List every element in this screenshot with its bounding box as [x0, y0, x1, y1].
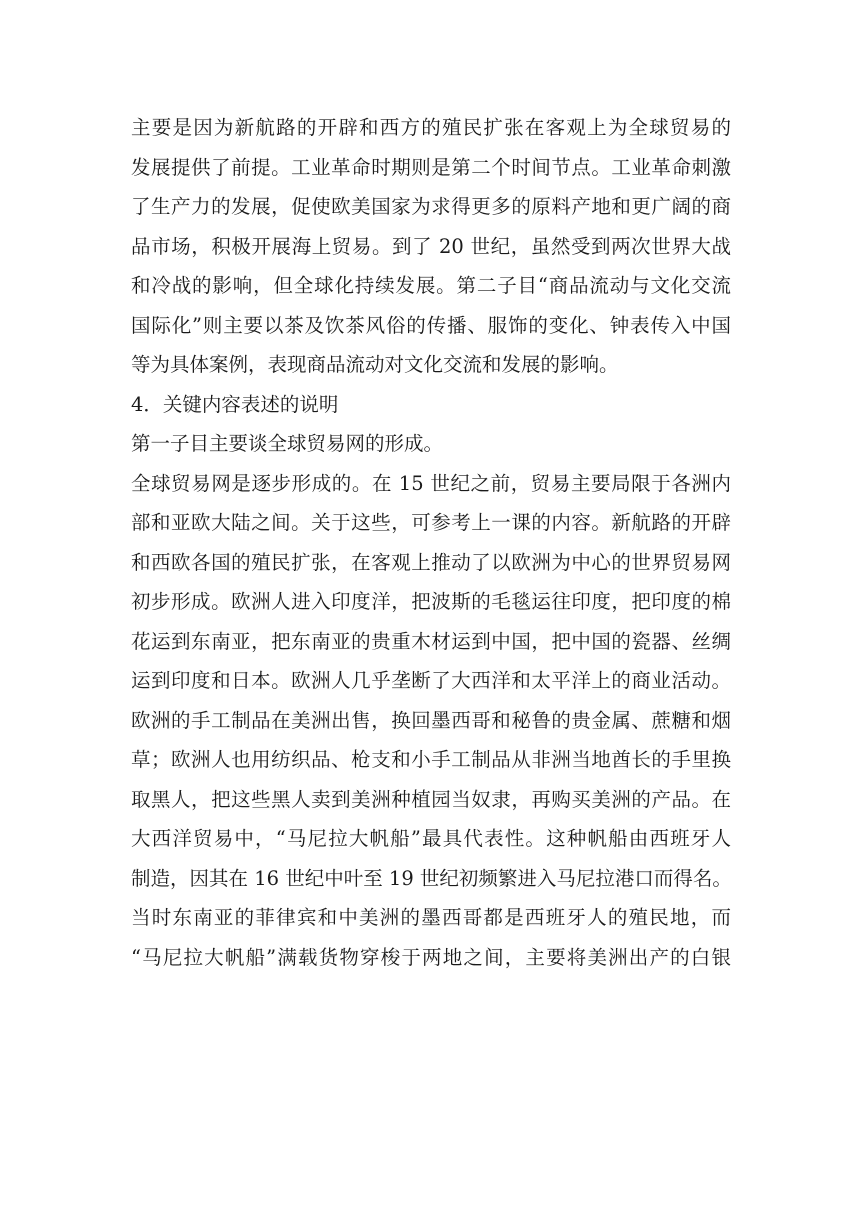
text-line: 花运到东南亚，把东南亚的贵重木材运到中国，把中国的瓷器、丝绸	[131, 629, 731, 653]
text-line: 运到印度和日本。欧洲人几乎垄断了大西洋和太平洋上的商业活动。	[131, 669, 731, 692]
text-line: 取黑人，把这些黑人卖到美洲种植园当奴隶，再购买美洲的产品。在	[131, 787, 731, 811]
text-line: 等为具体案例，表现商品流动对文化交流和发展的影响。	[131, 353, 619, 376]
text-line: 全球贸易网是逐步形成的。在 15 世纪之前，贸易主要局限于各洲内	[131, 471, 731, 495]
body-text	[131, 108, 731, 977]
text-line: 当时东南亚的菲律宾和中美洲的墨西哥都是西班牙人的殖民地，而	[131, 906, 731, 929]
text-line: 主要是因为新航路的开辟和西方的殖民扩张在客观上为全球贸易的	[131, 116, 731, 139]
text-line: 制造，因其在 16 世纪中叶至 19 世纪初频繁进入马尼拉港口而得名。	[131, 866, 732, 890]
text-line: “马尼拉大帆船”满载货物穿梭于两地之间，主要将美洲出产的白银	[131, 945, 731, 969]
text-line: 和西欧各国的殖民扩张，在客观上推动了以欧洲为中心的世界贸易网	[131, 550, 731, 574]
text-line: 初步形成。欧洲人进入印度洋，把波斯的毛毯运往印度，把印度的棉	[131, 590, 731, 613]
text-line: 发展提供了前提。工业革命时期则是第二个时间节点。工业革命刺激	[131, 155, 731, 179]
text-line: 国际化”则主要以茶及饮茶风俗的传播、服饰的变化、钟表传入中国	[131, 313, 731, 337]
text-line: 了生产力的发展，促使欧美国家为求得更多的原料产地和更广阔的商	[131, 195, 731, 218]
text-line: 草；欧洲人也用纺织品、枪支和小手工制品从非洲当地酋长的手里换	[131, 748, 731, 771]
text-line: 第一子目主要谈全球贸易网的形成。	[131, 432, 444, 455]
text-line: 大西洋贸易中，“马尼拉大帆船”最具代表性。这种帆船由西班牙人	[131, 827, 731, 850]
section-heading: 4．关键内容表述的说明	[131, 392, 339, 416]
text-line: 品市场，积极开展海上贸易。到了 20 世纪，虽然受到两次世界大战	[131, 234, 731, 258]
text-line: 和冷战的影响，但全球化持续发展。第二子目“商品流动与文化交流	[131, 274, 731, 297]
text-line: 部和亚欧大陆之间。关于这些，可参考上一课的内容。新航路的开辟	[131, 511, 731, 534]
text-line: 欧洲的手工制品在美洲出售，换回墨西哥和秘鲁的贵金属、蔗糖和烟	[131, 708, 731, 732]
